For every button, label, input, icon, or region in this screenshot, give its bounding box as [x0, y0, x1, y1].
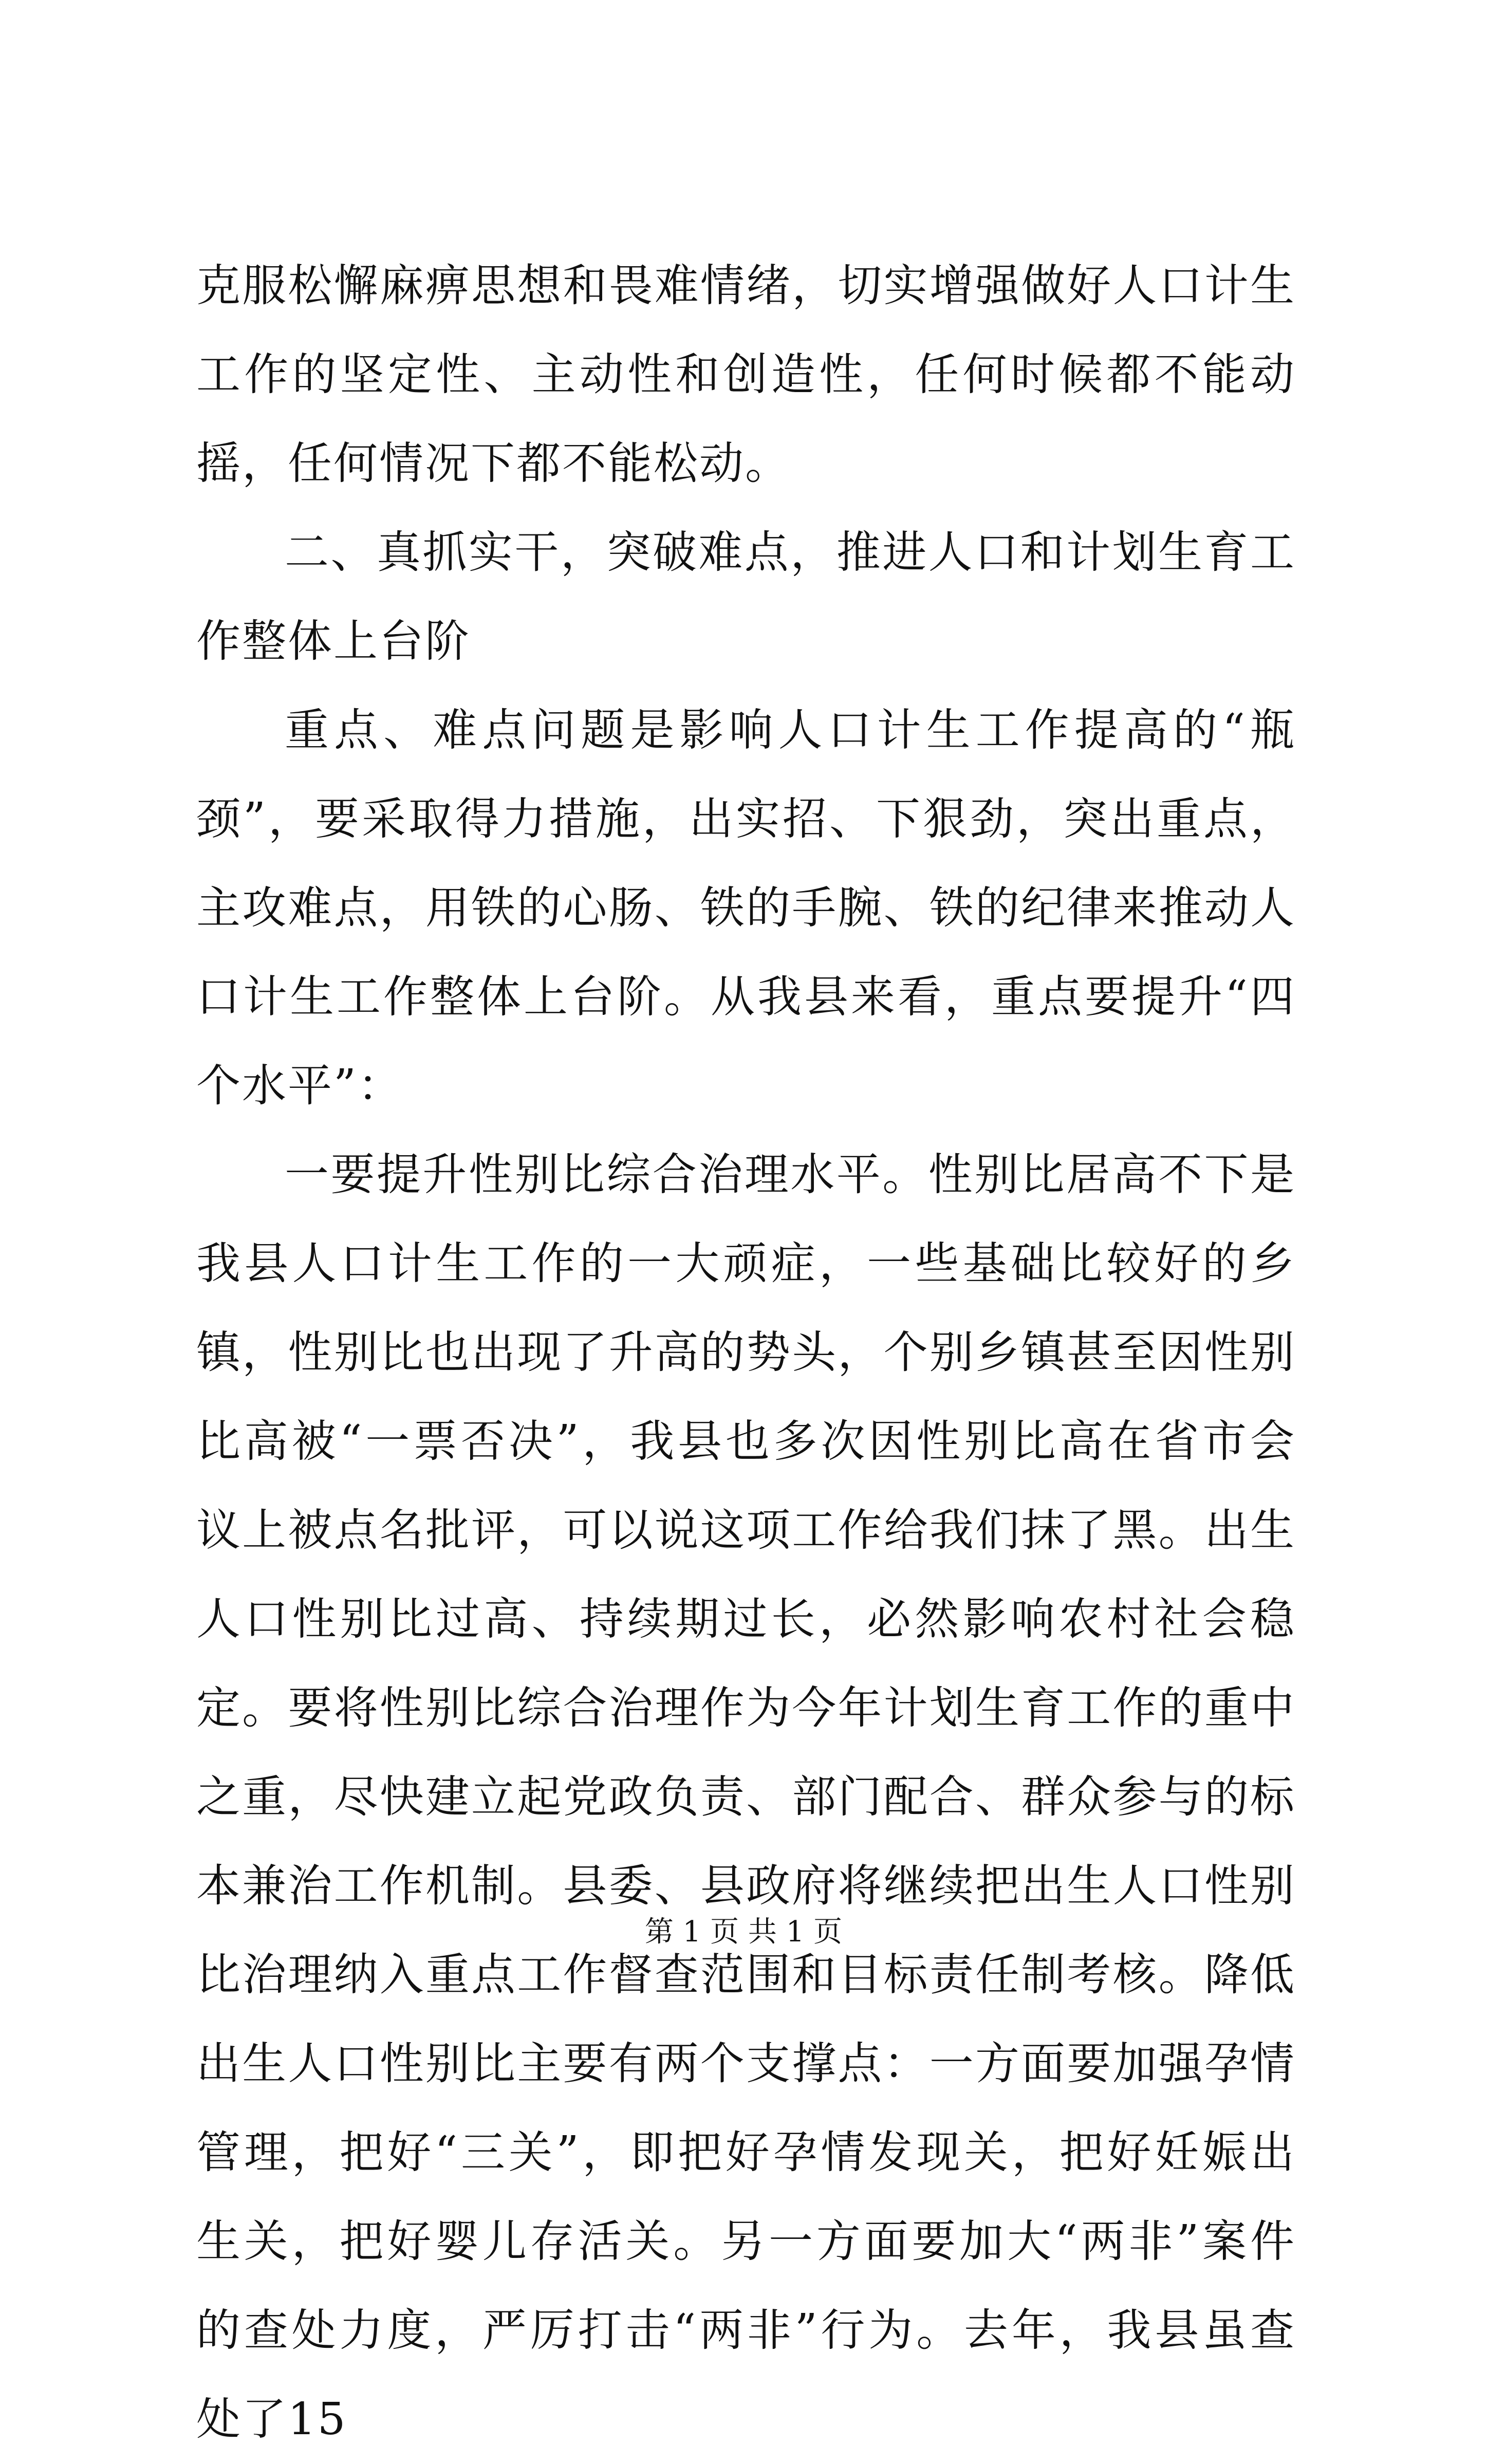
paragraph-3: 重点、难点问题是影响人口计生工作提高的“瓶颈”，要采取得力措施，出实招、下狠劲，突出重点，主攻难点，用铁的心肠、铁的手腕、铁的纪律来推动人口计生工作整体上台阶。从我县来看，重点要提升“四个水平”：	[196, 705, 1296, 1111]
paragraph-1: 克服松懈麻痹思想和畏难情绪，切实增强做好人口计生工作的坚定性、主动性和创造性，任何时候都不能动摇，任何情况下都不能松动。	[196, 260, 1296, 489]
page-footer: 第 1 页 共 1 页	[644, 1915, 843, 1949]
section-heading-2: 二、真抓实干，突破难点，推进人口和计划生育工作整体上台阶	[196, 527, 1296, 667]
paragraph-4: 一要提升性别比综合治理水平。性别比居高不下是我县人口计生工作的一大顽症，一些基础比较好的乡镇，性别比也出现了升高的势头，个别乡镇甚至因性别比高被“一票否决”，我县也多次因性别比高在省市会议上被点名批评，可以说这项工作给我们抹了黑。出生人口性别比过高、持续期过长，必然影响农村社会稳定。要将性别比综合治理作为今年计划生育工作的重中之重，尽快建立起党政负责、部门配合、群众参与的标本兼治工作机制。县委、县政府将继续把出生人口性别比治理纳入重点工作督查范围和目标责任制考核。降低出生人口性别比主要有两个支撑点：一方面要加强孕情管理，把好“三关”，即把好孕情发现关，把好妊娠出生关，把好婴儿存活关。另一方面要加大“两非”案件的查处力度，严厉打击“两非”行为。去年，我县虽查处了15	[196, 1149, 1296, 2445]
document-body	[196, 242, 1296, 2464]
